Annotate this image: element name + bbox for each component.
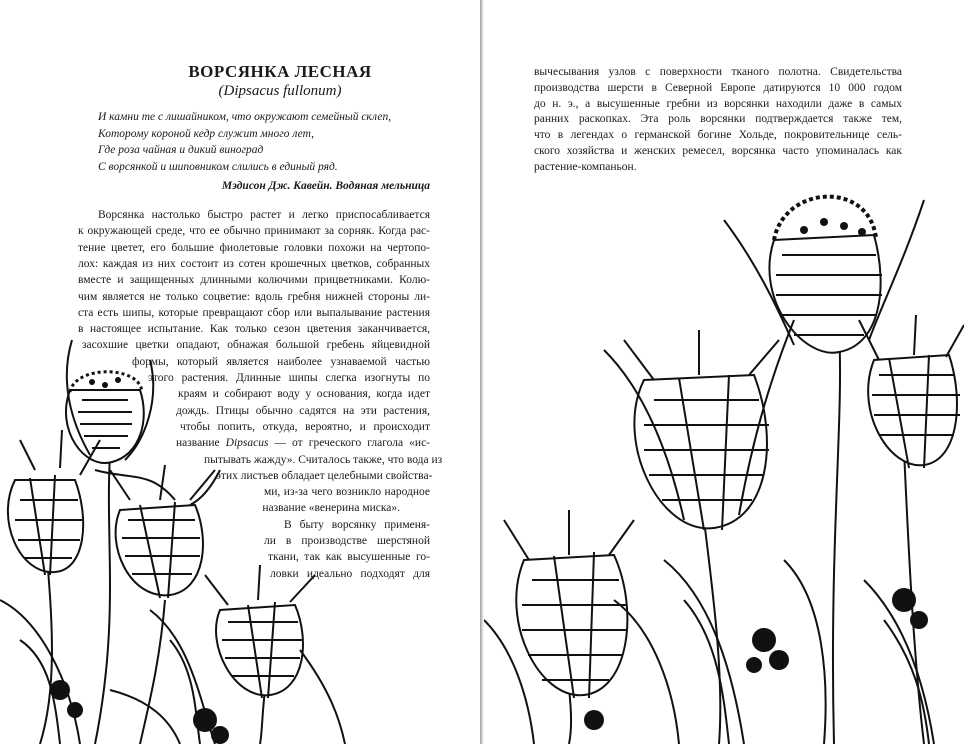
text-line: ми, из-за чего возникло народное <box>264 486 430 499</box>
text-line: краям и собирают воду у основания, когда идет <box>178 388 430 401</box>
poem-line: Где роза чайная и дикий виноград <box>98 144 264 156</box>
text-line: в настоящее испытание. Как только сезон цветения заканчивается, <box>78 323 430 336</box>
right-page <box>484 0 964 744</box>
text-line: этого растения. Длинные шипы слегка изогнуты по <box>148 372 430 384</box>
text-line: ли в производстве шерстяной <box>264 535 430 547</box>
text-line: название Dipsacus — от греческого глагола «ис- <box>176 437 430 450</box>
page-title: ВОРСЯНКА ЛЕСНАЯ <box>188 62 372 81</box>
body-text-left <box>0 207 480 580</box>
epigraph-poem <box>98 109 438 175</box>
text-line: пытывать жажду». Считалось также, что вода из <box>204 453 443 466</box>
text-line: ранних раскопках. Эта роль ворсянки подтверждается также тем, <box>534 113 902 126</box>
text-line: тение цветет, его большие фиолетовые головки похожи на чертопо- <box>78 241 430 254</box>
text-line: вместе и защищенных длинными колючими прицветниками. Колю- <box>78 274 430 287</box>
text-line: растение-компаньон. <box>534 160 637 173</box>
text-line: ского хозяйства и женских ремесел, ворсянка часто упоминалась как <box>534 144 902 157</box>
text-line: ловки идеально подходят для <box>270 567 430 580</box>
text-line: формы, который является наиболее узнаваемой частью <box>132 355 430 368</box>
latin-genus-name: Dipsacus <box>225 437 269 450</box>
text-line: название «венерина миска». <box>262 502 400 515</box>
text-line: ткани, так как высушенные го- <box>268 551 430 564</box>
text-line: лох: каждая из них состоит из сотен крошечных цветков, собранных <box>78 257 430 270</box>
poem-line: И камни те с лишайником, что окружают семейный склеп, <box>98 111 392 123</box>
text-line: к окружающей среде, что ее обычно принимают за сорняк. Когда рас- <box>78 225 430 238</box>
text-line: производства шерсти в Северной Европе датируются 10 000 годом <box>534 81 902 94</box>
text-line: что в легендах о германской богине Хольде, покровительнице сель- <box>534 129 902 142</box>
poem-line: Которому короной кедр служит много лет, <box>98 127 315 140</box>
text-line: этих листьев обладает целебными свойства- <box>216 469 433 482</box>
poem-line: С ворсянкой и шиповником слились в единый ряд. <box>98 160 338 173</box>
text-line: вычесывания узлов с поверхности тканого полотна. Свидетельства <box>534 66 902 78</box>
left-page <box>0 0 480 744</box>
text-line: дождь. Птицы обычно садятся на эти растения, <box>176 404 430 417</box>
epigraph-attribution: Мэдисон Дж. Кавейн. Водяная мельница <box>221 180 430 192</box>
body-text-right <box>534 65 944 176</box>
text-line: В быту ворсянку применя- <box>284 518 430 531</box>
text-line: Ворсянка настолько быстро растет и легко приспосабливается <box>98 209 430 221</box>
text-line: засохшие цветки опадают, обнажая большой гребень яйцевидной <box>82 339 430 352</box>
text-line: до н. э., а высушенные гребни из ворсянки находили даже в самых <box>534 97 902 110</box>
text-line: ста есть шипы, которые превращают сбор или выпалывание растения <box>78 306 430 319</box>
page-subtitle-latin-name: (Dipsacus fullonum) <box>218 83 342 99</box>
text-line: чтобы попить, откуда, вероятно, и происходит <box>180 420 430 433</box>
text-line: чим является не только соцветие: вдоль гребня нижней стороны ли- <box>78 290 430 303</box>
